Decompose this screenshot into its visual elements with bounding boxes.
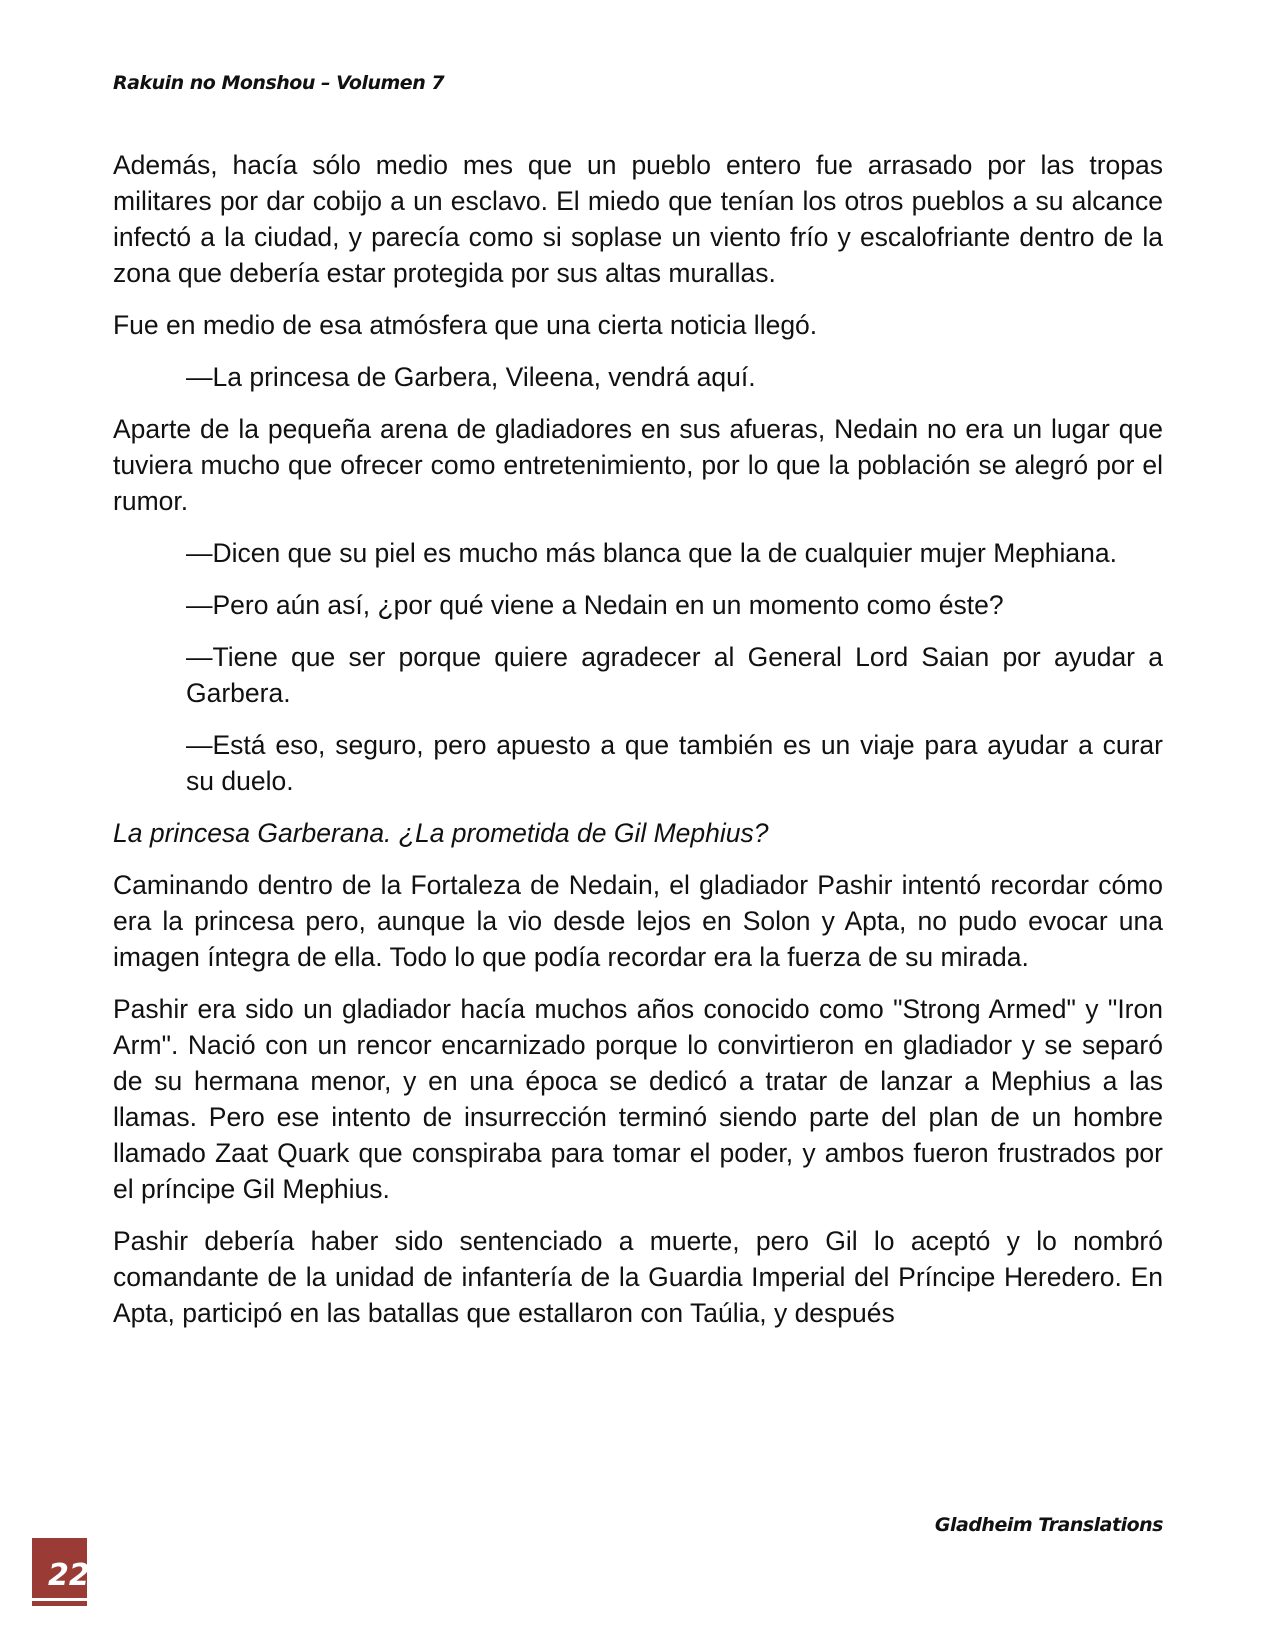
dialog-line: —La princesa de Garbera, Vileena, vendrá aquí. bbox=[186, 362, 756, 392]
paragraph: Además, hacía sólo medio mes que un pueblo entero fue arrasado por las tropas militares por dar cobijo a un esclavo. El miedo que tenían los otros pueblos a su alcance infectó a la ciudad, y parecía como si soplase un viento frío y escalofriante dentro de la zona que debería estar protegida por sus altas murallas. bbox=[113, 150, 1163, 288]
dialog-line: —Pero aún así, ¿por qué viene a Nedain en un momento como éste? bbox=[186, 590, 1004, 620]
footer-credit: Gladheim Translations bbox=[934, 1514, 1163, 1536]
page-number: 22 bbox=[48, 1558, 90, 1593]
dialog-line: —Dicen que su piel es mucho más blanca que la de cualquier mujer Mephiana. bbox=[186, 538, 1117, 568]
paragraph: Aparte de la pequeña arena de gladiadores en sus afueras, Nedain no era un lugar que tuviera mucho que ofrecer como entretenimiento, por lo que la población se alegró por el rumor. bbox=[113, 414, 1163, 516]
paragraph: Fue en medio de esa atmósfera que una cierta noticia llegó. bbox=[113, 310, 818, 340]
paragraph: Pashir era sido un gladiador hacía muchos años conocido como "Strong Armed" y "Iron Arm". Nació con un rencor encarnizado porque lo convirtieron en gladiador y se separó de su hermana menor, y en una época se dedicó a tratar de lanzar a Mephius a las llamas. Pero ese intento de insurrección terminó siendo parte del plan de un hombre llamado Zaat Quark que conspiraba para tomar el poder, y ambos fueron frustrados por el príncipe Gil Mephius. bbox=[113, 994, 1163, 1204]
running-header: Rakuin no Monshou – Volumen 7 bbox=[113, 72, 445, 94]
page-number-underline bbox=[32, 1598, 87, 1601]
dialog-line: —Está eso, seguro, pero apuesto a que también es un viaje para ayudar a curar su duelo. bbox=[186, 730, 1163, 796]
dialog-line: —Tiene que ser porque quiere agradecer al General Lord Saian por ayudar a Garbera. bbox=[186, 642, 1163, 708]
body-text bbox=[113, 147, 1163, 1347]
paragraph: Pashir debería haber sido sentenciado a muerte, pero Gil lo aceptó y lo nombró comandante de la unidad de infantería de la Guardia Imperial del Príncipe Heredero. En Apta, participó en las batallas que estallaron con Taúlia, y después bbox=[113, 1226, 1163, 1328]
paragraph: Caminando dentro de la Fortaleza de Nedain, el gladiador Pashir intentó recordar cómo era la princesa pero, aunque la vio desde lejos en Solon y Apta, no pudo evocar una imagen íntegra de ella. Todo lo que podía recordar era la fuerza de su mirada. bbox=[113, 870, 1163, 972]
italic-thought: La princesa Garberana. ¿La prometida de Gil Mephius? bbox=[113, 818, 769, 848]
